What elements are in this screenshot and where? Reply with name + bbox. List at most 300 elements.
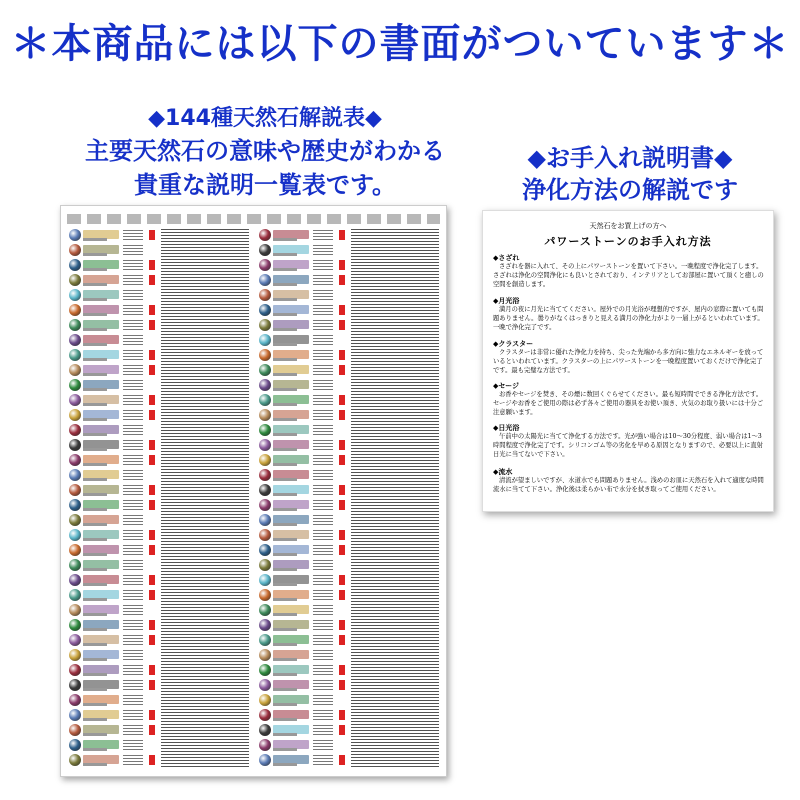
stone-name-sub <box>273 658 297 661</box>
stone-category <box>123 440 143 450</box>
stone-chart-header-row <box>67 214 440 224</box>
stone-description <box>161 559 249 572</box>
stone-mark <box>339 500 345 510</box>
stone-name-sub <box>273 748 297 751</box>
stone-swatch <box>259 559 271 571</box>
stone-mark <box>339 575 345 585</box>
care-section-body: 清流が望ましいですが、水道水でも問題ありません。浅めのお皿に天然石を入れて適度な時間流水に当てて下さい。浄化後は柔らかい布で水分を拭き取ってご使用ください。 <box>493 477 764 493</box>
care-section-body: 午前中の太陽光に当てて浄化する方法です。光が強い場合は10〜30分程度、弱い場合は1〜3時間程度で浄化完了です。シリコンゴム等の劣化を早める原因となりますので、必要以上に直射日光に当てないで下さい。 <box>493 433 764 458</box>
stone-mark <box>149 710 155 720</box>
stone-chart-row <box>67 273 251 288</box>
care-section <box>493 296 765 332</box>
stone-chart-row <box>67 753 251 768</box>
stone-chart-row <box>67 483 251 498</box>
stone-chart-row <box>67 288 251 303</box>
stone-description <box>351 589 439 602</box>
stone-chart-row <box>257 348 441 363</box>
stone-mark <box>149 275 155 285</box>
stone-swatch <box>69 604 81 616</box>
stone-category <box>123 515 143 525</box>
stone-category <box>313 575 333 585</box>
stone-chart-row <box>67 603 251 618</box>
stone-description <box>161 259 249 272</box>
stone-category <box>313 350 333 360</box>
stone-description <box>161 439 249 452</box>
stone-category <box>123 380 143 390</box>
stone-swatch <box>69 439 81 451</box>
stone-category <box>313 470 333 480</box>
stone-chart-row <box>257 618 441 633</box>
stone-chart-row <box>257 573 441 588</box>
stone-name-sub <box>273 703 297 706</box>
stone-description <box>351 709 439 722</box>
stone-chart-row <box>257 678 441 693</box>
stone-chart-row <box>257 333 441 348</box>
stone-chart-row <box>67 453 251 468</box>
stone-chart-row <box>67 513 251 528</box>
stone-description <box>351 604 439 617</box>
stone-swatch <box>69 754 81 766</box>
stone-category <box>313 635 333 645</box>
care-sheet-title: パワーストーンのお手入れ方法 <box>544 235 712 248</box>
stone-category <box>313 515 333 525</box>
stone-name-sub <box>83 478 107 481</box>
stone-chart-row <box>257 258 441 273</box>
stone-name-sub <box>83 418 107 421</box>
stone-swatch <box>69 589 81 601</box>
stone-swatch <box>259 244 271 256</box>
stone-swatch <box>259 544 271 556</box>
stone-category <box>123 635 143 645</box>
stone-swatch <box>69 499 81 511</box>
stone-category <box>313 665 333 675</box>
stone-description <box>161 244 249 257</box>
stone-description <box>351 394 439 407</box>
stone-name-sub <box>83 613 107 616</box>
stone-mark <box>339 530 345 540</box>
stone-category <box>123 245 143 255</box>
stone-name-sub <box>273 733 297 736</box>
stone-name-sub <box>83 748 107 751</box>
stone-swatch <box>259 394 271 406</box>
stone-chart-row <box>257 273 441 288</box>
stone-description <box>351 499 439 512</box>
stone-mark <box>149 230 155 240</box>
stone-description <box>161 589 249 602</box>
stone-category <box>123 395 143 405</box>
stone-category <box>313 560 333 570</box>
stone-swatch <box>69 229 81 241</box>
stone-name-sub <box>273 253 297 256</box>
stone-category <box>313 335 333 345</box>
stone-name-sub <box>273 313 297 316</box>
stone-category <box>123 305 143 315</box>
stone-name-sub <box>273 388 297 391</box>
stone-mark <box>149 440 155 450</box>
stone-category <box>313 380 333 390</box>
stone-name-sub <box>273 628 297 631</box>
stone-category <box>123 335 143 345</box>
stone-category <box>123 740 143 750</box>
stone-category <box>313 500 333 510</box>
stone-description <box>161 529 249 542</box>
stone-name-sub <box>83 358 107 361</box>
stone-category <box>313 365 333 375</box>
stone-swatch <box>69 514 81 526</box>
stone-swatch <box>259 529 271 541</box>
stone-mark <box>339 710 345 720</box>
stone-mark <box>339 680 345 690</box>
stone-category <box>123 485 143 495</box>
stone-swatch <box>69 379 81 391</box>
stone-description <box>351 679 439 692</box>
stone-swatch <box>259 349 271 361</box>
care-sheet-heading: ◆お手入れ説明書◆ <box>527 144 733 172</box>
stone-category <box>123 680 143 690</box>
stone-swatch <box>259 739 271 751</box>
care-section <box>493 381 765 417</box>
stone-name-sub <box>273 538 297 541</box>
stone-swatch <box>69 409 81 421</box>
stone-category <box>313 710 333 720</box>
stone-description <box>351 259 439 272</box>
care-section-heading: ◆流水 <box>493 467 513 476</box>
stone-description <box>351 754 439 767</box>
stone-name-sub <box>83 268 107 271</box>
stone-description <box>161 274 249 287</box>
stone-swatch <box>259 619 271 631</box>
stone-swatch <box>259 724 271 736</box>
stone-description <box>351 409 439 422</box>
stone-category <box>313 740 333 750</box>
stone-chart-heading: ◆144種天然石解説表◆ <box>148 106 382 131</box>
stone-description <box>351 559 439 572</box>
stone-description <box>351 349 439 362</box>
stone-swatch <box>259 274 271 286</box>
stone-chart-row <box>67 243 251 258</box>
stone-name-sub <box>83 643 107 646</box>
stone-mark <box>339 275 345 285</box>
stone-description <box>161 304 249 317</box>
stone-category <box>313 275 333 285</box>
stone-category <box>313 695 333 705</box>
care-section-body: お香やセージを焚き、その煙に数回くぐらせてください。最も短時間でできる浄化方法です。セージやお香をご使用の際は必ず各々ご使用の器具をお使い頂き、火気のお取り扱いには十分ご注意願います。 <box>493 391 764 416</box>
care-sheet-image <box>482 210 774 512</box>
stone-category <box>123 605 143 615</box>
stone-category <box>313 245 333 255</box>
stone-swatch <box>69 739 81 751</box>
stone-description <box>161 424 249 437</box>
stone-description <box>161 754 249 767</box>
stone-chart-row <box>67 438 251 453</box>
stone-swatch <box>69 574 81 586</box>
stone-swatch <box>69 679 81 691</box>
stone-swatch <box>69 484 81 496</box>
stone-mark <box>149 755 155 765</box>
stone-description <box>161 349 249 362</box>
stone-description <box>351 514 439 527</box>
care-section <box>493 339 765 375</box>
stone-category <box>313 530 333 540</box>
stone-name-sub <box>83 373 107 376</box>
stone-mark <box>149 725 155 735</box>
stone-mark <box>149 485 155 495</box>
stone-name-sub <box>273 493 297 496</box>
stone-category <box>313 425 333 435</box>
stone-description <box>161 334 249 347</box>
stone-chart-row <box>257 288 441 303</box>
stone-category <box>123 695 143 705</box>
stone-chart-row <box>257 363 441 378</box>
stone-name-sub <box>83 298 107 301</box>
stone-mark <box>149 590 155 600</box>
stone-description <box>351 484 439 497</box>
stone-name-sub <box>273 418 297 421</box>
stone-name-sub <box>273 373 297 376</box>
stone-name-sub <box>83 703 107 706</box>
stone-description <box>351 304 439 317</box>
stone-swatch <box>259 649 271 661</box>
stone-description <box>351 364 439 377</box>
stone-swatch <box>69 289 81 301</box>
stone-mark <box>149 575 155 585</box>
stone-name-sub <box>273 718 297 721</box>
stone-category <box>123 650 143 660</box>
stone-description <box>351 274 439 287</box>
stone-chart-column-right <box>257 228 441 768</box>
stone-name-sub <box>273 448 297 451</box>
stone-description <box>161 484 249 497</box>
stone-chart-row <box>67 303 251 318</box>
stone-swatch <box>69 349 81 361</box>
stone-category <box>123 755 143 765</box>
stone-name-sub <box>273 433 297 436</box>
stone-name-sub <box>83 283 107 286</box>
stone-mark <box>339 725 345 735</box>
stone-category <box>123 455 143 465</box>
stone-chart-row <box>257 543 441 558</box>
stone-chart-caption <box>40 104 490 202</box>
stone-description <box>161 394 249 407</box>
stone-chart-row <box>67 573 251 588</box>
stone-description <box>161 709 249 722</box>
stone-swatch <box>69 529 81 541</box>
stone-name-sub <box>83 343 107 346</box>
stone-swatch <box>69 304 81 316</box>
stone-category <box>123 665 143 675</box>
stone-mark <box>149 365 155 375</box>
stone-description <box>161 454 249 467</box>
stone-chart-row <box>67 318 251 333</box>
stone-chart-row <box>257 243 441 258</box>
stone-description <box>161 379 249 392</box>
stone-chart-row <box>67 633 251 648</box>
stone-mark <box>149 395 155 405</box>
stone-chart-row <box>257 378 441 393</box>
stone-name-sub <box>83 568 107 571</box>
stone-chart-row <box>67 393 251 408</box>
care-section <box>493 253 765 289</box>
stone-name-sub <box>273 298 297 301</box>
stone-chart-row <box>257 513 441 528</box>
stone-swatch <box>69 559 81 571</box>
stone-description <box>161 679 249 692</box>
stone-name-sub <box>83 328 107 331</box>
stone-mark <box>339 455 345 465</box>
stone-name-sub <box>273 523 297 526</box>
stone-swatch <box>69 634 81 646</box>
stone-swatch <box>259 634 271 646</box>
stone-mark <box>149 635 155 645</box>
stone-name-sub <box>83 253 107 256</box>
stone-chart-row <box>67 333 251 348</box>
stone-chart-row <box>67 558 251 573</box>
stone-chart-image <box>60 205 447 777</box>
stone-mark <box>339 260 345 270</box>
stone-category <box>313 650 333 660</box>
stone-chart-row <box>67 528 251 543</box>
stone-swatch <box>259 454 271 466</box>
stone-swatch <box>259 229 271 241</box>
stone-category <box>313 605 333 615</box>
stone-swatch <box>69 274 81 286</box>
care-section-heading: ◆日光浴 <box>493 423 520 432</box>
stone-chart-row <box>257 558 441 573</box>
stone-category <box>123 290 143 300</box>
stone-mark <box>149 350 155 360</box>
stone-name-sub <box>83 433 107 436</box>
stone-mark <box>339 590 345 600</box>
stone-chart-row <box>67 543 251 558</box>
stone-swatch <box>69 454 81 466</box>
stone-chart-desc-line2: 貴重な説明一覧表です。 <box>133 171 397 199</box>
stone-chart-row <box>257 723 441 738</box>
stone-description <box>351 244 439 257</box>
stone-chart-column-left <box>67 228 251 768</box>
stone-mark <box>339 440 345 450</box>
stone-category <box>313 455 333 465</box>
stone-chart-row <box>257 528 441 543</box>
stone-swatch <box>259 754 271 766</box>
stone-category <box>123 350 143 360</box>
stone-category <box>313 620 333 630</box>
stone-chart-row <box>67 618 251 633</box>
stone-category <box>313 260 333 270</box>
stone-swatch <box>259 379 271 391</box>
stone-category <box>313 590 333 600</box>
stone-mark <box>149 500 155 510</box>
stone-category <box>123 410 143 420</box>
stone-name-sub <box>273 583 297 586</box>
stone-category <box>313 680 333 690</box>
stone-description <box>161 619 249 632</box>
page-headline: ＊本商品には以下の書面がついています＊ <box>10 21 790 67</box>
stone-mark <box>339 620 345 630</box>
stone-name-sub <box>273 358 297 361</box>
stone-category <box>313 320 333 330</box>
stone-chart-row <box>257 633 441 648</box>
care-section <box>493 423 765 459</box>
stone-description <box>161 289 249 302</box>
stone-chart-row <box>67 378 251 393</box>
stone-mark <box>149 305 155 315</box>
stone-chart-row <box>67 588 251 603</box>
stone-swatch <box>69 244 81 256</box>
stone-description <box>351 334 439 347</box>
stone-category <box>313 485 333 495</box>
stone-chart-row <box>257 303 441 318</box>
stone-mark <box>339 230 345 240</box>
stone-chart-desc-line1: 主要天然石の意味や歴史がわかる <box>85 137 445 165</box>
stone-chart-row <box>257 738 441 753</box>
stone-description <box>161 724 249 737</box>
stone-description <box>161 229 249 242</box>
stone-chart-row <box>67 708 251 723</box>
stone-description <box>161 544 249 557</box>
stone-description <box>161 409 249 422</box>
stone-chart-row <box>257 498 441 513</box>
stone-mark <box>149 545 155 555</box>
stone-name-sub <box>83 508 107 511</box>
stone-chart-row <box>257 663 441 678</box>
stone-name-sub <box>83 673 107 676</box>
stone-chart-row <box>67 348 251 363</box>
stone-mark <box>339 410 345 420</box>
stone-swatch <box>259 679 271 691</box>
stone-swatch <box>259 514 271 526</box>
stone-mark <box>339 320 345 330</box>
stone-chart-row <box>257 753 441 768</box>
stone-name-sub <box>83 538 107 541</box>
stone-category <box>313 440 333 450</box>
stone-swatch <box>259 589 271 601</box>
stone-swatch <box>69 544 81 556</box>
stone-name-sub <box>273 268 297 271</box>
stone-description <box>161 694 249 707</box>
stone-description <box>351 724 439 737</box>
stone-swatch <box>259 709 271 721</box>
stone-category <box>123 275 143 285</box>
stone-swatch <box>259 304 271 316</box>
stone-category <box>313 230 333 240</box>
stone-description <box>161 499 249 512</box>
stone-description <box>351 454 439 467</box>
stone-name-sub <box>273 463 297 466</box>
stone-description <box>161 604 249 617</box>
care-section-heading: ◆月光浴 <box>493 296 520 305</box>
stone-swatch <box>259 499 271 511</box>
stone-name-sub <box>83 388 107 391</box>
stone-category <box>313 545 333 555</box>
stone-chart-row <box>67 723 251 738</box>
stone-category <box>123 560 143 570</box>
stone-description <box>161 574 249 587</box>
stone-name-sub <box>83 628 107 631</box>
stone-name-sub <box>83 763 107 766</box>
stone-chart-row <box>257 483 441 498</box>
stone-description <box>351 319 439 332</box>
stone-name-sub <box>273 343 297 346</box>
stone-category <box>123 425 143 435</box>
stone-category <box>123 710 143 720</box>
stone-swatch <box>69 694 81 706</box>
stone-category <box>123 260 143 270</box>
stone-description <box>161 649 249 662</box>
stone-category <box>313 725 333 735</box>
stone-mark <box>339 665 345 675</box>
stone-name-sub <box>273 478 297 481</box>
stone-name-sub <box>273 328 297 331</box>
